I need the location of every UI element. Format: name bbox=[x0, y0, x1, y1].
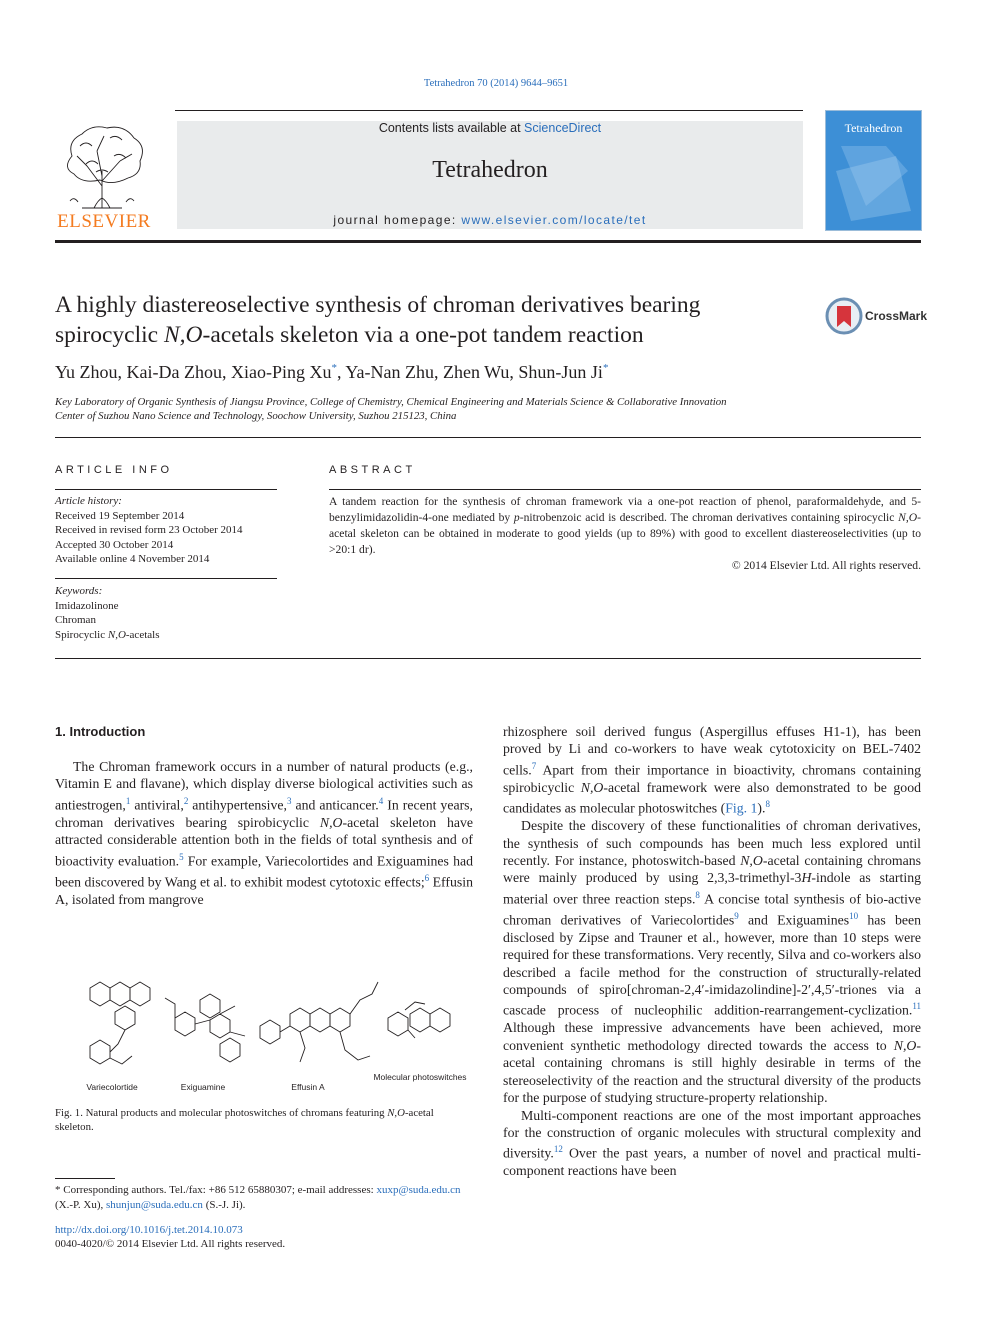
abstract-heading: ABSTRACT bbox=[329, 464, 416, 476]
cover-pattern bbox=[826, 111, 922, 231]
paragraph: Despite the discovery of these functionalities of chroman derivatives, the synthesis of such compounds has been much less explored until recently. For instance, photoswitch-based N,O-acetal containing chromans were mainly produced by using 2,3,3-trimethyl-3H-indole as starting material over three reaction steps.$^8$ A concise total synthesis of bio-active chroman derivatives of Variecolortides$^9$ and Exiguamines$^{10}$ has been disclosed by Zipse and Trauner et al., however, more than 10 steps were required for these transformations. Very recently, Silva and co-workers also described a facile method for the construction of structurally-related compounds of spiro[chroman-2,4′-imidazolindine]-2′,4,5′-triones via a cascade process of nucleophilic addition-rearrangement-cyclization.$^{11}$ Although these impressive advancements have been achieved, more convenient synthetic methodology directed towards the access to N,O-acetal containing chromans is still highly desirable in terms of the stereoselectivity of the reaction and the structural diversity of the products for the purpose of studying structure-property relationship. bbox=[503, 818, 921, 1106]
paragraph: The Chroman framework occurs in a number of natural products (e.g., Vitamin E and flavane), which display diverse biological activities such as antiestrogen,$^1$ antiviral,$^2$ antihypertensive,$^3$ and anticancer.$^4$ In recent years, chroman derivatives bearing spirobicyclic N,O-acetal skeleton have attracted considerable attention both in the fields of total synthesis and of bioactivity evaluation.$^5$ For example, Variecolortides and Exiguamines had been discovered by Wang et al. to exhibit modest cytotoxic effects;$^6$ Effusin A, isolated from mangrove bbox=[55, 759, 473, 907]
citation[interactable]: 8 bbox=[695, 889, 700, 900]
author[interactable]: Zhen Wu bbox=[442, 362, 510, 382]
citation[interactable]: 7 bbox=[531, 760, 537, 771]
citation[interactable]: 10 bbox=[849, 910, 859, 921]
footnote-rule bbox=[55, 1178, 115, 1179]
affiliation: Key Laboratory of Organic Synthesis of Jiangsu Province, College of Chemistry, Chemical Engineering and Materials Science & Collaborative Innovation Center of Suzhou Nano Science and Technology, Soochow University, Suzhou 215123, China bbox=[55, 396, 727, 422]
issn-copyright: 0040-4020/© 2014 Elsevier Ltd. All rights reserved. bbox=[55, 1238, 286, 1250]
info-rule bbox=[55, 437, 921, 438]
corresponding-author-footnote: * Corresponding authors. Tel./fax: +86 512 65880307; e-mail addresses: xuxp@suda.edu.cn (X.-P. Xu), shunjun@suda.edu.cn (S.-J. Ji). bbox=[55, 1184, 461, 1211]
abstract-rule bbox=[329, 489, 921, 490]
crossmark-label: CrossMark bbox=[865, 309, 928, 323]
corresponding-mark[interactable]: * bbox=[602, 362, 609, 374]
paragraph: rhizosphere soil derived fungus (Aspergillus effuses H1-1), has been proved by Li and co-workers to have weak cytotoxicity on BEL-7402 cells.$^7$ Apart from their importance in bioactivity, chromans containing spirobicyclic N,O-acetal framework were also demonstrated to be good candidates as molecular photoswitches (Fig. 1).$^8$ bbox=[503, 724, 921, 816]
figure-caption: Fig. 1. Natural products and molecular photoswitches of chromans featuring N,O-acetal skeleton. bbox=[55, 1107, 434, 1133]
article-info-rule bbox=[55, 489, 277, 490]
elsevier-wordmark: ELSEVIER bbox=[57, 211, 151, 232]
abstract-text: A tandem reaction for the synthesis of chroman framework via a one-pot reaction of phenol, paraformaldehyde, and 5-benzylimidazolidin-4-one mediated by p-nitrobenzoic acid is described. The chroman derivatives containing spirocyclic N,O-acetal skeleton can be obtained in moderate to good yields (up to 89%) with good to excellent diastereoselectivities (up to >20:1 dr). © 2014 Elsevier Ltd. All rights reserved. bbox=[329, 495, 921, 572]
author[interactable]: Xiao-Ping Xu bbox=[230, 362, 332, 382]
body-column-right bbox=[503, 723, 921, 1180]
citation[interactable]: 5 bbox=[179, 851, 184, 862]
corresponding-mark[interactable]: * bbox=[331, 362, 337, 374]
contents-line: Contents lists available at ScienceDirect bbox=[378, 121, 602, 135]
citation[interactable]: 12 bbox=[553, 1144, 563, 1155]
citation[interactable]: 8 bbox=[765, 799, 770, 810]
figure-label: Molecular photoswitches bbox=[373, 1072, 467, 1082]
cover-title: Tetrahedron bbox=[844, 121, 903, 135]
citation[interactable]: 11 bbox=[912, 1001, 921, 1012]
sciencedirect-link[interactable]: ScienceDirect bbox=[524, 121, 602, 135]
article-history: Article history: Received 19 September 2014 Received in revised form 23 October 2014 Accepted 30 October 2014 Available online 4 November 2014 bbox=[55, 495, 243, 565]
author[interactable]: Kai-Da Zhou bbox=[126, 362, 222, 382]
figure-label: Variecolortide bbox=[86, 1082, 138, 1092]
journal-cover-image[interactable] bbox=[825, 110, 922, 231]
article-title: A highly diastereoselective synthesis of chroman derivatives bearing spirocyclic N,O-acetals skeleton via a one-pot tandem reaction bbox=[55, 292, 701, 348]
citation[interactable]: 3 bbox=[286, 795, 292, 806]
copyright: © 2014 Elsevier Ltd. All rights reserved. bbox=[731, 559, 921, 572]
figure-1-structures[interactable] bbox=[60, 970, 470, 1098]
email-link[interactable]: shunjun@suda.edu.cn bbox=[106, 1198, 203, 1211]
citation[interactable]: 4 bbox=[378, 795, 384, 806]
figure-link[interactable]: Fig. 1 bbox=[725, 800, 758, 816]
author[interactable]: Ya-Nan Zhu bbox=[345, 362, 434, 382]
chemical-structure-drawings bbox=[90, 982, 450, 1064]
article-info-heading: ARTICLE INFO bbox=[55, 464, 173, 476]
journal-homepage: journal homepage: www.elsevier.com/locate/tet bbox=[333, 213, 647, 227]
header-thick-rule bbox=[55, 240, 921, 243]
doi-link[interactable]: http://dx.doi.org/10.1016/j.tet.2014.10.073 bbox=[55, 1224, 243, 1236]
citation[interactable]: 1 bbox=[125, 795, 131, 806]
body-column-left bbox=[55, 758, 473, 908]
citation[interactable]: 2 bbox=[183, 795, 189, 806]
section-heading: 1. Introduction bbox=[55, 724, 146, 739]
author-list: Yu Zhou, Kai-Da Zhou, Xiao-Ping Xu*, Ya-Nan Zhu, Zhen Wu, Shun-Jun Ji* bbox=[55, 362, 609, 382]
keywords: Keywords: Imidazolinone Chroman Spirocyclic N,O-acetals bbox=[55, 585, 160, 641]
paragraph: Multi-component reactions are one of the most important approaches for the construction of organic molecules with structural complexity and diversity.$^{12}$ Over the past years, a number of novel and practical multi-component reactions have been bbox=[503, 1107, 921, 1179]
journal-name: Tetrahedron bbox=[432, 157, 548, 183]
body-rule bbox=[55, 658, 921, 659]
crossmark-icon bbox=[825, 297, 863, 335]
citation[interactable]: 9 bbox=[734, 910, 739, 921]
citation[interactable]: 6 bbox=[424, 872, 430, 883]
author[interactable]: Yu Zhou bbox=[55, 362, 118, 382]
figure-label: Exiguamine bbox=[180, 1082, 226, 1092]
author[interactable]: Shun-Jun Ji bbox=[518, 362, 603, 382]
homepage-link[interactable]: www.elsevier.com/locate/tet bbox=[461, 213, 647, 227]
header-rule bbox=[175, 110, 803, 111]
keywords-rule bbox=[55, 578, 277, 579]
crossmark-badge[interactable] bbox=[825, 297, 928, 335]
figure-label: Effusin A bbox=[291, 1082, 325, 1092]
journal-reference[interactable]: Tetrahedron 70 (2014) 9644–9651 bbox=[423, 78, 569, 89]
email-link[interactable]: xuxp@suda.edu.cn bbox=[376, 1184, 461, 1196]
